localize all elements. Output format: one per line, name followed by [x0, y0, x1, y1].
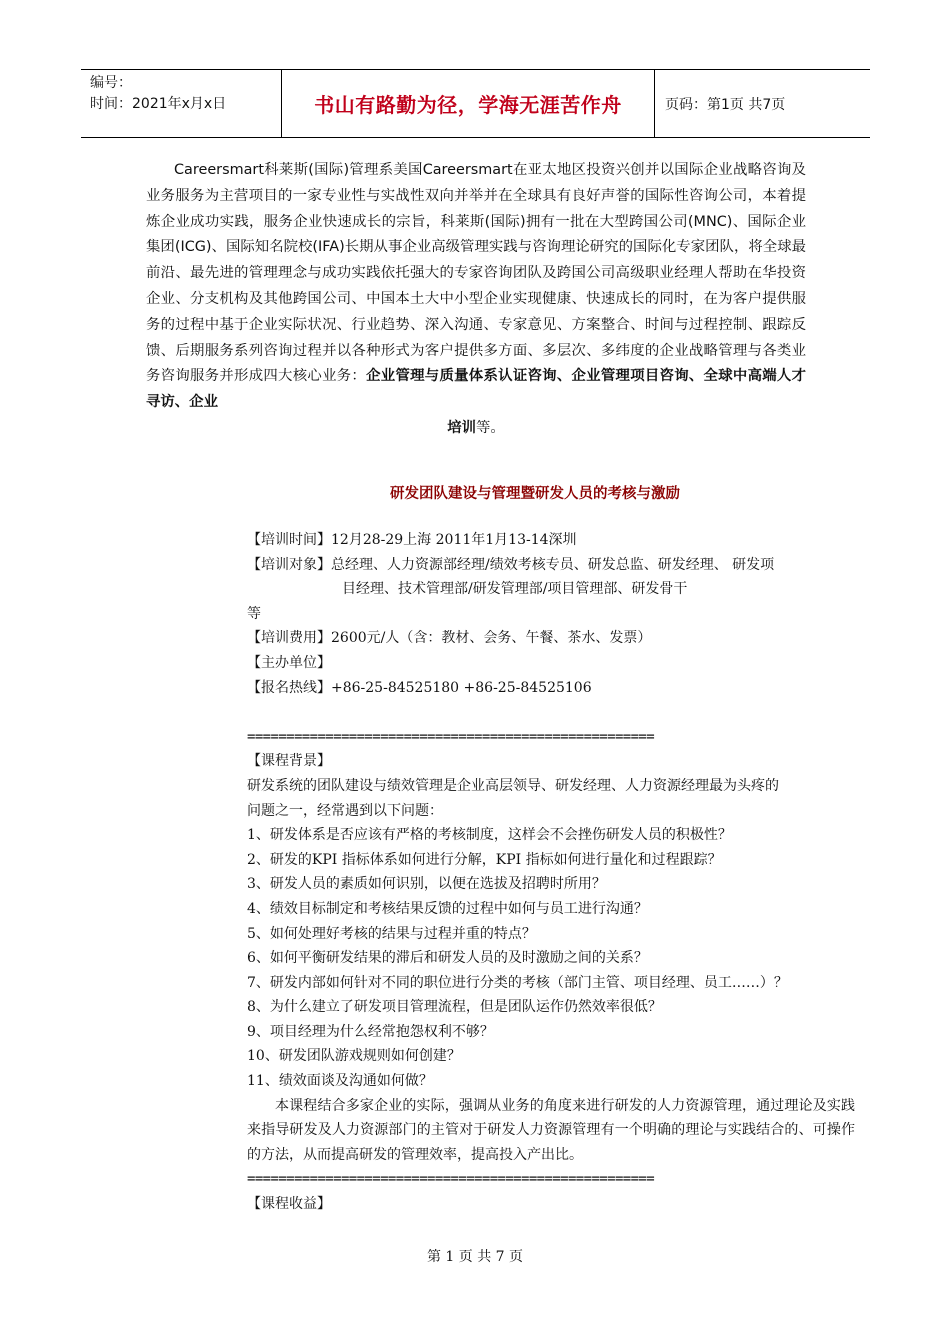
question-item: 8、为什么建立了研发项目管理流程，但是团队运作仍然效率很低？: [247, 999, 662, 1016]
background-intro-line-2: 问题之一，经常遇到以下问题：: [247, 802, 443, 819]
page-header: [81, 69, 870, 138]
training-organizer: 【主办单位】: [247, 654, 331, 671]
question-item: 1、研发体系是否应该有严格的考核制度，这样会不会挫伤研发人员的积极性？: [247, 827, 732, 844]
core-services: 企业管理与质量体系认证咨询、企业管理项目咨询、全球中高端人才寻访、企业: [146, 368, 806, 411]
intro-text: Careersmart科莱斯(国际)管理系美国Careersmart在亚太地区投资兴创并以国际企业战略咨询及业务服务为主营项目的一家专业性与实战性双向并举并在全球具有良好声誉的国际性咨询公司，本着提炼企业成功实践，服务企业快速成长的宗旨，科莱斯(国际)拥有一批在大型跨国公司(MNC)、国际企业集团(ICG)、国际知名院校(IFA)长期从事企业高级管理实践与咨询理论研究的国际化专家团队，将全球最前沿、最先进的管理理念与成功实践依托强大的专家咨询团队及跨国公司高级职业经理人帮助在华投资企业、分支机构及其他跨国公司、中国本土大中小型企业实现健康、快速成长的同时，在为客户提供服务的过程中基于企业实际状况、行业趋势、深入沟通、专家意见、方案整合、时间与过程控制、跟踪反馈、后期服务系列咨询过程并以各种形式为客户提供多方面、多层次、多纬度的企业战略管理与各类业务咨询服务并形成四大核心业务：: [146, 162, 806, 385]
header-motto: 书山有路勤为径，学海无涯苦作舟: [282, 70, 655, 137]
benefits-heading: 【课程收益】: [247, 1196, 331, 1213]
background-heading: 【课程背景】: [247, 753, 331, 770]
background-intro-line-1: 研发系统的团队建设与绩效管理是企业高层领导、研发经理、人力资源经理最为头疼的: [247, 777, 779, 794]
page-footer: 第 1 页 共 7 页: [426, 1249, 524, 1265]
separator-line: ====================================================: [247, 728, 655, 745]
header-page-number: 页码：第1页 共7页: [665, 96, 786, 113]
core-service-training: 培训: [447, 419, 476, 436]
question-item: 5、如何处理好考核的结果与过程并重的特点？: [247, 925, 536, 942]
question-item: 11、绩效面谈及沟通如何做？: [247, 1073, 433, 1090]
registration-hotline: 【报名热线】+86-25-84525180 +86-25-84525106: [247, 679, 592, 696]
question-item: 6、如何平衡研发结果的滞后和研发人员的及时激励之间的关系？: [247, 950, 648, 967]
question-item: 3、研发人员的素质如何识别，以便在选拔及招聘时所用？: [247, 876, 606, 893]
document-number: 编号：: [90, 75, 132, 91]
course-details: [247, 528, 855, 1217]
training-audience-line-3: 等: [247, 605, 261, 622]
training-audience-line-1: 【培训对象】总经理、人力资源部经理/绩效考核专员、研发总监、研发经理、 研发项: [247, 556, 775, 573]
company-intro: [146, 158, 806, 442]
question-item: 10、研发团队游戏规则如何创建？: [247, 1048, 461, 1065]
intro-tail: 等。: [476, 419, 505, 436]
spacer: [247, 700, 855, 725]
training-fee: 【培训费用】2600元/人（含：教材、会务、午餐、茶水、发票）: [247, 630, 652, 647]
course-summary: 本课程结合多家企业的实际，强调从业务的角度来进行研发的人力资源管理，通过理论及实践来指导研发及人力资源部门的主管对于研发人力资源管理有一个明确的理论与实践结合的、可操作的方法，从而提高研发的管理效率，提高投入产出比。: [247, 1097, 855, 1163]
question-item: 7、研发内部如何针对不同的职位进行分类的考核（部门主管、项目经理、员工……）？: [247, 974, 788, 991]
intro-ending: [146, 416, 806, 442]
question-item: 9、项目经理为什么经常抱怨权利不够？: [247, 1023, 494, 1040]
question-item: 2、研发的KPI 指标体系如何进行分解，KPI 指标如何进行量化和过程跟踪？: [247, 851, 722, 868]
training-time: 【培训时间】12月28-29上海 2011年1月13-14深圳: [247, 532, 577, 548]
header-meta: [81, 70, 282, 137]
question-item: 4、绩效目标制定和考核结果反馈的过程中如何与员工进行沟通？: [247, 900, 648, 917]
training-audience-line-2: 目经理、技术管理部/研发管理部/项目管理部、研发骨干: [342, 581, 688, 598]
course-title: 研发团队建设与管理暨研发人员的考核与激励: [390, 486, 680, 502]
document-date: 时间：2021年x月x日: [90, 96, 227, 112]
separator-line: ====================================================: [247, 1171, 655, 1188]
